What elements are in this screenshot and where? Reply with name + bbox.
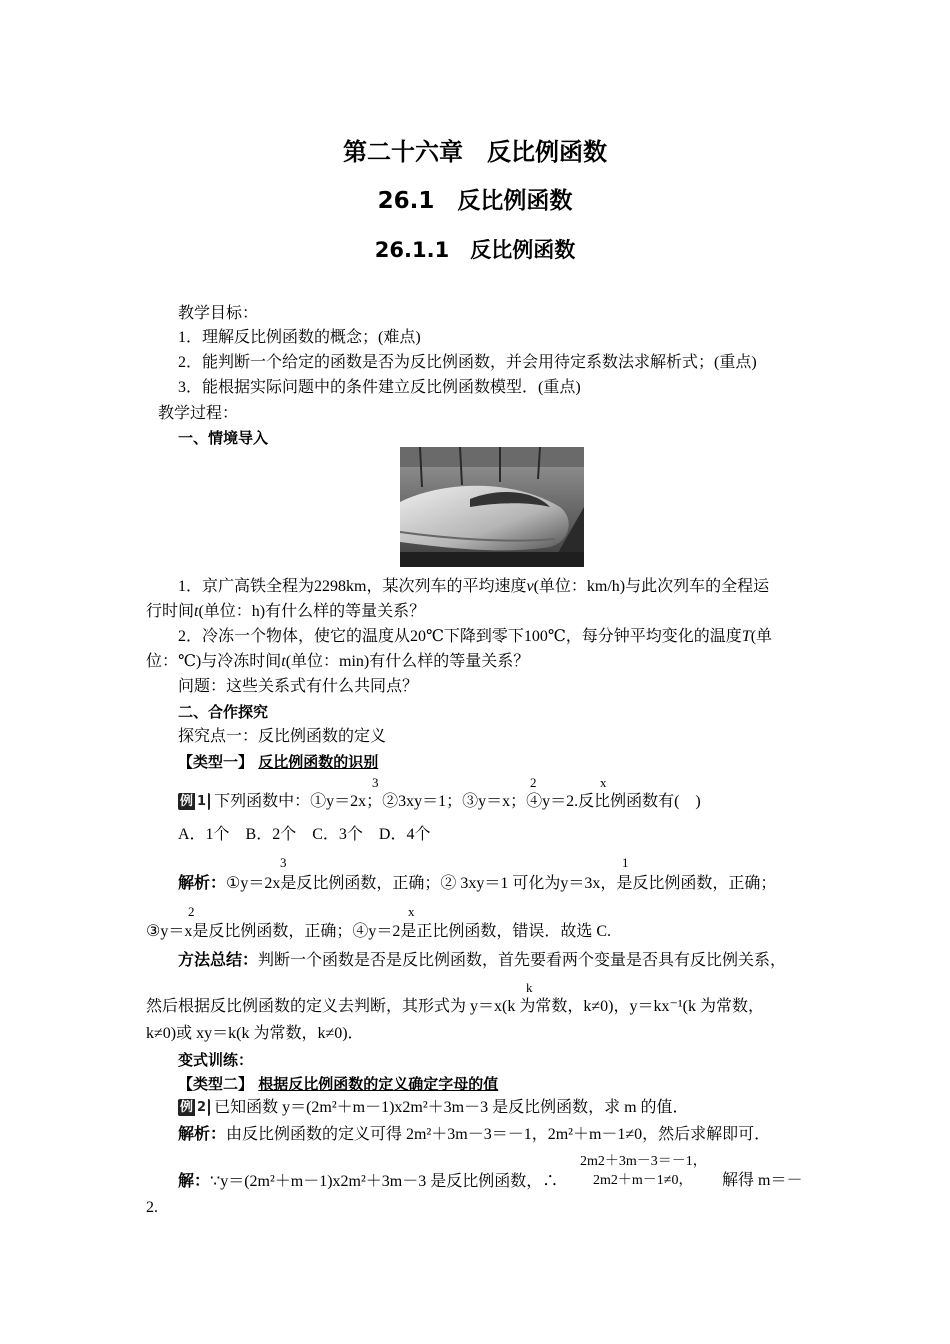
method-summary-line2: 然后根据反比例函数的定义去判断，其形式为 y＝x(k 为常数，k≠0)，y＝kx⁻¹(k 为常数，: [146, 998, 765, 1015]
objective-item: 2．能判断一个给定的函数是否为反比例函数，并会用待定系数法求解析式；(重点): [178, 354, 757, 371]
train-photo: [400, 447, 584, 567]
objective-item: 3．能根据实际问题中的条件建立反比例函数模型．(重点): [178, 379, 581, 396]
solution-system-bottom: 2m2＋m－1≠0，: [593, 1173, 693, 1188]
question-1-line1: 1．京广高铁全程为2298km，某次列车的平均速度v(单位：km/h)与此次列车的全程运: [178, 578, 770, 595]
part2-heading: 二、合作探究: [178, 703, 269, 721]
example-1: 例 1 下列函数中：①y＝2x；②3xy＝1；③y＝x；④y＝2.反比例函数有( ): [180, 793, 701, 810]
analysis1-superscript: 1: [622, 855, 629, 870]
analysis1-superscript: 3: [280, 855, 287, 870]
method-summary-line3: k≠0)或 xy＝k(k 为常数，k≠0)．: [146, 1025, 364, 1042]
type2-heading: 【类型二】 根据反比例函数的定义确定字母的值: [178, 1075, 499, 1093]
analysis1-superscript: x: [408, 904, 415, 919]
common-question: 问题：这些关系式有什么共同点？: [178, 678, 419, 695]
section-title: 26.1 反比例函数: [377, 188, 573, 214]
subsection-title: 26.1.1 反比例函数: [374, 238, 576, 262]
process-heading: 教学过程：: [158, 405, 239, 422]
example-1-options: A．1个 B．2个 C．3个 D．4个: [178, 826, 431, 843]
method-summary-line1: 方法总结：判断一个函数是否是反比例函数，首先要看两个变量是否具有反比例关系，: [178, 950, 787, 969]
question-2-line2: 位：℃)与冷冻时间t(单位：min)有什么样的等量关系？: [146, 653, 530, 670]
objective-item: 1．理解反比例函数的概念；(难点): [178, 329, 421, 346]
variant-training: 变式训练：: [178, 1051, 254, 1069]
solution-line: 解：∵y＝(2m²＋m－1)x2m²＋3m－3 是反比例函数，∴: [178, 1171, 559, 1190]
ex1-superscript: x: [600, 775, 607, 790]
chapter-title: 第二十六章 反比例函数: [343, 138, 607, 166]
ex1-superscript: 2: [530, 775, 537, 790]
example-badge: 例 2: [178, 1099, 210, 1116]
ex1-superscript: 3: [372, 775, 379, 790]
type1-heading: 【类型一】 反比例函数的识别: [178, 753, 379, 771]
analysis-1-line1: 解析：①y＝2x是反比例函数，正确；② 3xy＝1 可化为y＝3x，是反比例函数，正确；: [178, 873, 777, 892]
solution-result: 解得 m＝－: [722, 1172, 803, 1189]
analysis1-superscript: 2: [188, 904, 195, 919]
part1-heading: 一、情境导入: [178, 429, 269, 447]
solution-system-top: 2m2＋3m－3＝－1，: [580, 1154, 707, 1169]
explore-point-1: 探究点一：反比例函数的定义: [178, 728, 387, 745]
summary-superscript: k: [526, 980, 533, 995]
question-1-line2: 行时间t(单位：h)有什么样的等量关系？: [146, 603, 426, 620]
analysis-1-line2: ③y＝x是反比例函数，正确；④y＝2是正比例函数，错误．故选 C.: [146, 923, 612, 940]
solution-result-end: 2.: [146, 1199, 158, 1216]
objectives-heading: 教学目标：: [178, 305, 259, 322]
question-2-line1: 2．冷冻一个物体，使它的温度从20℃下降到零下100℃，每分钟平均变化的温度T(单: [178, 628, 773, 645]
analysis-2: 解析：由反比例函数的定义可得 2m²＋3m－3＝－1，2m²＋m－1≠0，然后求解即可．: [178, 1124, 771, 1143]
example-badge: 例 1: [178, 793, 210, 810]
example-2: 例 2 已知函数 y＝(2m²＋m－1)x2m²＋3m－3 是反比例函数，求 m 的值．: [180, 1099, 689, 1116]
